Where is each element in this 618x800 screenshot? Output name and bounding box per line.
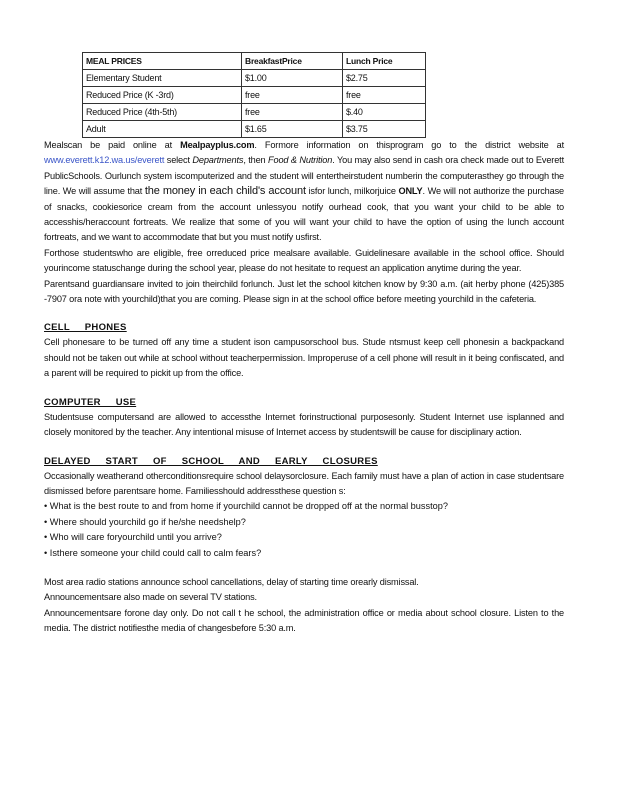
table-cell: Elementary Student	[83, 70, 242, 87]
text: . Formore information on thisprogram go to the district website at	[254, 140, 564, 150]
section-heading: DELAYED START OF SCHOOL AND EARLY CLOSURES	[44, 455, 378, 467]
table-cell: free	[242, 104, 343, 121]
district-website-link[interactable]: www.everett.k12.wa.us/everett	[44, 155, 165, 166]
text: . You may also send in cash ora check made out to Everett PublicSchools. Ourlunch system iscomputerized and the student will entertheirstudent numberin the computerasthey go through the line. We will assume that	[44, 155, 564, 197]
computer-use-section	[44, 396, 564, 441]
payment-site-name: Mealpayplus.com	[180, 140, 255, 150]
eligibility-paragraph: Forthose studentswho are eligible, free orreduced price mealsare available. Guidelinesare available in the school office. Should yourincome statuschange during the school year, please do not hesitate to request an application anytime during the year.	[44, 247, 564, 274]
table-cell: $3.75	[343, 121, 426, 138]
list-item: • What is the best route to and from home if yourchild cannot be dropped off at the normal busstop?	[44, 501, 448, 512]
table-header-row	[83, 53, 426, 70]
table-cell: $.40	[343, 104, 426, 121]
question-list	[44, 499, 564, 561]
table-cell: free	[242, 87, 343, 104]
food-nutrition-text: Food & Nutrition	[268, 155, 333, 166]
header-cell: BreakfastPrice	[242, 53, 343, 70]
section-text: Occasionally weatherand otherconditionsrequire school delaysorclosure. Each family must have a plan of action in case studentsare dismissed before parentsare home. Familiesshould addressthese question s:	[44, 470, 564, 496]
table-cell: $1.00	[242, 70, 343, 87]
section-text: Studentsuse computersand are allowed to accessthe Internet forinstructional purposesonly. Student Internet use isplanned and closely monitored by the teacher. Any intentional misuse of Internet access by studentswill be cause for disciplinary action.	[44, 411, 564, 438]
table-row	[83, 121, 426, 138]
table-row	[83, 104, 426, 121]
delayed-start-section	[44, 455, 564, 637]
emphasis-text: the money in each child's account	[144, 185, 306, 198]
closure-paragraph: Announcementsare forone day only. Do not call t he school, the administration office or media about school closure. Listen to the media. The district notifiesthe media of changesbefore 5:30 a.m.	[44, 607, 564, 634]
list-item: • Isthere someone your child could call to calm fears?	[44, 547, 262, 558]
table-cell: Reduced Price (4th-5th)	[83, 104, 242, 121]
table-row	[83, 70, 426, 87]
table-cell: $2.75	[343, 70, 426, 87]
document-page	[44, 52, 564, 637]
table-cell: $1.65	[242, 121, 343, 138]
header-cell: MEAL PRICES	[83, 53, 242, 70]
text: select	[164, 155, 193, 166]
text: , then	[243, 155, 269, 166]
section-text: Cell phonesare to be turned off any time a student ison campusorschool bus. Stude ntsmust keep cell phonesin a backpackand should not be taken out while at school without teacherpermission. Improperuse of a cell phone will result in it being confiscated, and a parent will be required to pickit up from the office.	[44, 337, 564, 379]
header-cell: Lunch Price	[343, 53, 426, 70]
parents-lunch-paragraph: Parentsand guardiansare invited to join theirchild forlunch. Just let the school kitchen know by 9:30 a.m. (ait herby phone (425)385 -7907 ora note with yourchild)that you are coming. Please sign in at the school office before meeting yourchild in the cafeteria.	[44, 278, 564, 305]
text: isfor lunch, milkorjuice	[305, 186, 399, 197]
tv-paragraph: Announcementsare also made on several TV stations.	[44, 592, 257, 603]
departments-text: Departments	[192, 155, 244, 166]
table-cell: Adult	[83, 121, 242, 138]
radio-paragraph: Most area radio stations announce school cancellations, delay of starting time orearly dismissal.	[44, 576, 419, 587]
text: Mealscan be paid online at	[44, 140, 181, 150]
only-text: ONLY	[398, 186, 423, 197]
section-heading: COMPUTER USE	[44, 396, 137, 408]
table-row	[83, 87, 426, 104]
table-cell: Reduced Price (K -3rd)	[83, 87, 242, 104]
text: . We will not authorize the purchase of snacks, cookiesorice cream from the account unlessyou notify ourhead cook, that you want your child to be able to accesshis/heraccount fortreats. We realize that some of you will want your child to have the option of using the lunch account fortreats, and we want to accommodate that but you must notify usfirst.	[44, 186, 564, 243]
meal-prices-table	[82, 52, 426, 138]
meals-payment-paragraph	[44, 138, 564, 246]
list-item: • Where should yourchild go if he/she needshelp?	[44, 516, 246, 527]
list-item: • Who will care foryourchild until you arrive?	[44, 532, 222, 543]
table-cell: free	[343, 87, 426, 104]
section-heading: CELL PHONES	[44, 322, 127, 334]
cell-phones-section	[44, 321, 564, 381]
